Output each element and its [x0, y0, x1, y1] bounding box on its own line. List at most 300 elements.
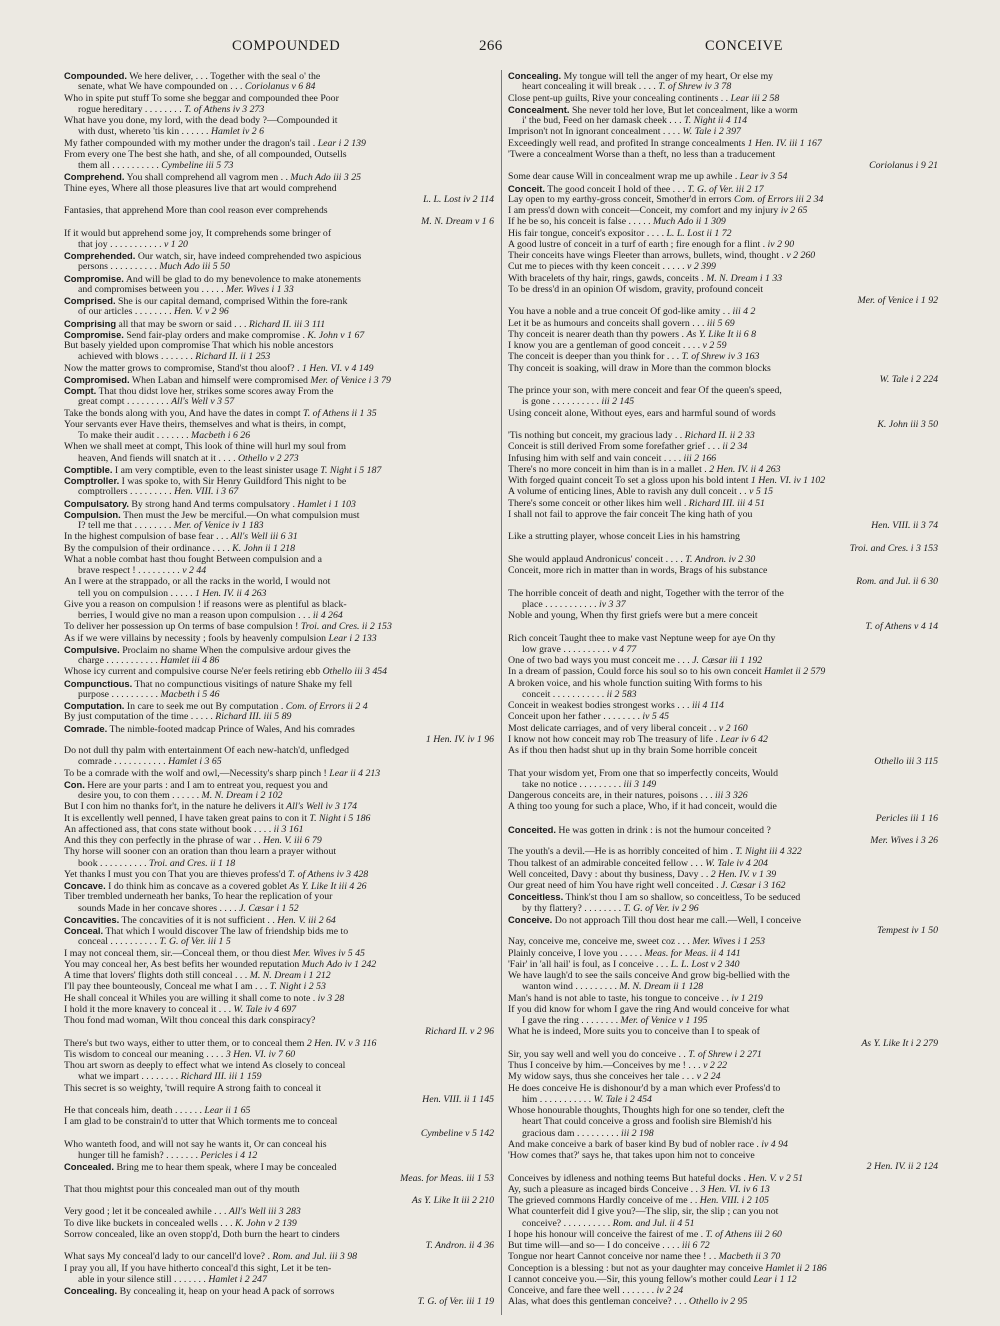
- entry-line: [508, 318, 938, 329]
- quotation-text: Lay open to my earthy-gross conceit, Smother'd in errors: [508, 193, 734, 205]
- quotation-text: and compromises between you . . . . .: [78, 283, 227, 295]
- entry-line: [64, 948, 494, 959]
- play-reference: All's Well iv 3 174: [286, 801, 358, 813]
- headword: Compromise.: [64, 272, 124, 284]
- quotation-text: A volume of enticing lines, Able to ravish any dull conceit . .: [508, 486, 750, 498]
- play-reference: 1 Hen. IV. ii 4 263: [195, 587, 267, 599]
- play-reference: M. N. Dream i 1 212: [249, 970, 331, 981]
- play-reference: Rom. and Jul. iii 3 98: [272, 1251, 358, 1263]
- headword: Comprised.: [64, 295, 116, 306]
- quotation-text: Tongue nor heart Cannot conceive nor name thee ! . .: [508, 1251, 719, 1263]
- entry-line: [508, 1105, 938, 1116]
- play-reference: Hen. V. v 2 96: [174, 306, 229, 318]
- entry-line: [508, 655, 938, 666]
- play-reference: Lear iv 6 42: [720, 733, 768, 745]
- quotation-text: The concavities of it is not sufficient . .: [121, 914, 278, 925]
- entry-line: [508, 340, 938, 351]
- quotation-text: heart concealing it will break . . . .: [522, 81, 659, 93]
- quotation-text: persons . . . . . . . . . .: [78, 261, 160, 273]
- entry-line: [64, 205, 494, 216]
- play-reference: All's Well iii 3 283: [228, 1206, 301, 1218]
- entry-line: [508, 520, 938, 531]
- entry-line: [64, 734, 494, 745]
- play-reference: iv 2 24: [656, 1285, 684, 1296]
- play-reference: Hen. VIII. ii 3 74: [871, 520, 938, 531]
- play-reference: 2 Hen. IV. ii 2 124: [866, 1161, 938, 1173]
- quotation-text: Thou talkest of an admirable conceited fellow . . .: [508, 857, 706, 869]
- entry-line: [64, 1150, 494, 1161]
- play-reference: iv 1 219: [731, 992, 763, 1004]
- quotation-text: tell you on compulsion . . . . .: [78, 587, 196, 599]
- entry-line: [64, 250, 494, 261]
- play-reference: T. G. of Ver. iii 1 5: [159, 936, 231, 948]
- play-reference: T. of Shrew iv 3 78: [658, 81, 732, 93]
- quotation-text: Send fair-play orders and make compromise .: [126, 329, 308, 340]
- quotation-text: Conceit, more rich in matter than in words, Brags of his substance: [508, 565, 768, 576]
- quotation-text: To be dress'd in an opinion Of wisdom, gravity, profound conceit: [508, 283, 764, 295]
- entry-line: [508, 1128, 938, 1139]
- quotation-text: what we impart . . . . . . . .: [78, 1071, 181, 1083]
- entry-line: [508, 531, 938, 542]
- play-reference: Richard III. iii 1 159: [180, 1071, 262, 1083]
- quotation-text: sounds Made in her concave shores . . . .: [78, 902, 240, 914]
- headword: Compromise.: [64, 328, 124, 340]
- quotation-text: I am press'd down with conceit—Conceit, my comfort and my injury: [508, 205, 781, 216]
- quotation-text: able in your silence still . . . . . . .: [78, 1273, 209, 1285]
- quotation-text: There's no more conceit in him than is in a mallet .: [508, 463, 710, 475]
- entry-line: [64, 475, 494, 486]
- play-reference: Richard III. iii 4 51: [688, 497, 765, 509]
- quotation-text: I know not how conceit may rob The treasury of life .: [508, 733, 721, 745]
- entry-line: [64, 1218, 494, 1229]
- play-reference: Pericles i 4 12: [200, 1150, 258, 1161]
- quotation-text: I cannot conceive you.—Sir, this young fellow's mother could: [508, 1273, 754, 1285]
- entry-line: [508, 261, 938, 272]
- quotation-text: It is excellently well penned, I have taken great pains to con it: [64, 812, 310, 824]
- quotation-text: Man's hand is not able to taste, his tongue to conceive . .: [508, 992, 732, 1004]
- play-reference: T. of Shrew iv 3 163: [681, 351, 760, 363]
- quotation-text: conceit . . . . . . . . . . .: [522, 688, 607, 700]
- play-reference: Richard II. v 2 96: [424, 1026, 494, 1038]
- play-reference: M. N. Dream i 2 102: [201, 790, 283, 801]
- play-reference: T. of Athens ii 1 35: [303, 407, 377, 419]
- entry-line: [64, 1038, 494, 1049]
- play-reference: Lear ii 4 213: [329, 767, 381, 779]
- entry-line: [64, 228, 494, 239]
- quotation-text: Like a strutting player, whose conceit Lies in his hamstring: [508, 531, 740, 543]
- play-reference: W. Tale iv 4 697: [233, 1003, 297, 1015]
- play-reference: J. Cæsar iii 1 192: [692, 655, 763, 666]
- entry-line: [508, 284, 938, 295]
- quotation-text: When we shall meet at compt, This look of thine will hurl my soul from: [64, 441, 346, 453]
- quotation-text: Ay, such a pleasure as incaged birds Conceive . .: [508, 1183, 701, 1195]
- entry-line: [64, 396, 494, 407]
- quotation-text: Infusing him with self and vain conceit . . . .: [508, 452, 684, 464]
- play-reference: ii 2 34: [722, 441, 748, 453]
- quotation-text: Now the matter grows to compromise, Stand'st thou aloof? .: [64, 362, 302, 374]
- entry-line: [64, 363, 494, 374]
- entry-line: [508, 700, 938, 711]
- entry-line: [508, 543, 938, 554]
- play-reference: Hen. V. iii 6 79: [263, 835, 322, 846]
- headword: Comrade.: [64, 722, 108, 734]
- entry-line: [508, 734, 938, 745]
- quotation-text: He that conceals him, death . . . . . .: [64, 1105, 205, 1116]
- play-reference: Hen. V. iii 2 64: [277, 914, 336, 925]
- entry-line: [508, 565, 938, 576]
- entry-line: [508, 1094, 938, 1105]
- play-reference: 1 Hen. IV. iii 1 167: [747, 137, 822, 149]
- quotation-text: place . . . . . . . . . . .: [522, 598, 599, 610]
- entry-line: [64, 891, 494, 902]
- play-reference: Much Ado iii 5 50: [159, 261, 230, 273]
- play-reference: Cymbeline iii 5 73: [161, 160, 234, 171]
- play-reference: 1 Hen. VI. v 4 149: [301, 362, 374, 374]
- quotation-text: The nimble-footed madcap Prince of Wales, And his comrades: [109, 723, 355, 734]
- entry-line: [64, 374, 494, 385]
- quotation-text: Thy conceit is nearer death than thy powers .: [508, 328, 687, 340]
- quotation-text: To be a comrade with the wolf and owl,—Necessity's sharp pinch !: [64, 767, 330, 779]
- entry-line: [64, 183, 494, 194]
- entry-line: [508, 486, 938, 497]
- quotation-text: Our watch, sir, have indeed comprehended two aspicious: [137, 251, 362, 262]
- entry-line: [64, 1128, 494, 1139]
- play-reference: As Y. Like It ii 6 8: [686, 328, 757, 340]
- quotation-text: all that may be sworn or said . . .: [118, 318, 249, 329]
- quotation-text: That thou mightst pour this concealed man out of thy mouth: [64, 1183, 300, 1195]
- entry-line: [508, 160, 938, 171]
- play-reference: W. Tale i 2 224: [879, 373, 938, 385]
- headword: Compounded.: [64, 70, 128, 81]
- entry-line: [508, 633, 938, 644]
- entry-line: [64, 1071, 494, 1082]
- play-reference: T. of Athens iii 2 60: [705, 1228, 782, 1240]
- play-reference: Meas. for Meas. ii 4 141: [644, 947, 741, 959]
- play-reference: iii 3 326: [715, 790, 748, 801]
- quotation-text: Do not approach Till thou dost hear me call.—Well, I conceive: [554, 914, 802, 925]
- play-reference: 2 Hen. IV. ii 4 263: [709, 463, 781, 475]
- play-reference: Tempest iv 1 50: [877, 925, 938, 936]
- quotation-text: Proclaim no shame When the compulsive ardour gives the: [122, 644, 351, 655]
- column-divider: [501, 70, 502, 1315]
- quotation-text: rogue hereditary . . . . . . . .: [78, 103, 185, 115]
- quotation-text: senate, what We have compounded on . . .: [78, 81, 245, 93]
- quotation-text: My tongue will tell the anger of my heart, Or else my: [563, 71, 774, 82]
- play-reference: As Y. Like It i 2 279: [861, 1037, 938, 1049]
- play-reference: Mer. of Venice i 3 79: [310, 374, 391, 385]
- play-reference: 3 Hen. VI. iv 6 13: [700, 1183, 770, 1195]
- entry-line: [64, 981, 494, 992]
- quotation-text: I know you are a gentleman of good conceit . . . .: [508, 340, 703, 351]
- quotation-text: book . . . . . . . . . .: [78, 857, 150, 869]
- quotation-text: He was gotten in drink : is not the humour conceited ?: [558, 824, 771, 835]
- entry-line: [508, 1060, 938, 1071]
- headword: Concealment.: [508, 103, 570, 115]
- running-header: [0, 38, 1000, 62]
- quotation-text: There's but two ways, either to utter them, or to conceal them: [64, 1037, 307, 1049]
- quotation-text: brave respect ! . . . . . . . . .: [78, 565, 183, 576]
- entry-line: [64, 216, 494, 227]
- play-reference: M. N. Dream i 1 33: [706, 272, 783, 284]
- quotation-text: In a dream of passion, Could force his soul so to his own conceit: [508, 666, 765, 678]
- entry-line: [64, 1083, 494, 1094]
- entry-line: [64, 723, 494, 734]
- quotation-text: Nay, conceive me, conceive me, sweet coz . . .: [508, 936, 693, 948]
- play-reference: iii 2 198: [621, 1127, 654, 1139]
- play-reference: Richard III. iii 5 89: [215, 711, 292, 723]
- entry-line: [508, 1218, 938, 1229]
- entry-line: [64, 115, 494, 126]
- play-reference: As Y. Like It iii 4 26: [289, 881, 367, 892]
- entry-line: [508, 1274, 938, 1285]
- play-reference: Othello iii 3 454: [322, 666, 388, 678]
- play-reference: T. Night ii 4 114: [684, 115, 748, 126]
- quotation-text: Conceit in weakest bodies strongest works . . .: [508, 700, 692, 711]
- entry-line: [64, 1195, 494, 1206]
- entry-line: [508, 936, 938, 947]
- play-reference: Much Ado iv 1 242: [301, 958, 377, 970]
- quotation-text: Thou fond mad woman, Wilt thou conceal this dark conspiracy?: [64, 1015, 316, 1026]
- play-reference: Much Ado iii 3 25: [290, 172, 361, 183]
- quotation-text: them all . . . . . . . . . .: [78, 160, 162, 171]
- quotation-text: My father compounded with my mother under the dragon's tail .: [64, 137, 318, 149]
- quotation-text: Take the bonds along with you, And have the dates in compt: [64, 407, 304, 419]
- entry-line: [508, 374, 938, 385]
- play-reference: 1 Hen. IV. iv 1 96: [425, 733, 494, 745]
- play-reference: Troi. and Cres. ii 2 153: [300, 621, 392, 633]
- play-reference: Rom. and Jul. ii 4 51: [612, 1217, 695, 1229]
- quotation-text: You may conceal her, As best befits her wounded reputation: [64, 958, 302, 970]
- entry-line: [508, 588, 938, 599]
- play-reference: Mer. of Venice iv 1 183: [173, 520, 264, 531]
- entry-line: [508, 205, 938, 216]
- entry-line: [64, 194, 494, 205]
- entry-line: [508, 1139, 938, 1150]
- headword: Compunctious.: [64, 677, 133, 689]
- entry-line: [508, 183, 938, 194]
- quotation-text: Some dear cause Will in concealment wrap me up awhile .: [508, 171, 740, 183]
- quotation-text: A broken voice, and his whole function suiting With forms to his: [508, 677, 763, 689]
- quotation-text: Conceive, and fare thee well . . . . . . .: [508, 1285, 657, 1296]
- entry-line: [508, 1015, 938, 1026]
- play-reference: iii 5 69: [706, 317, 735, 329]
- quotation-text: Bring me to hear them speak, where I may be concealed: [116, 1162, 337, 1173]
- play-reference: Much Ado ii 1 309: [653, 216, 726, 228]
- entry-line: [64, 768, 494, 779]
- quotation-text: What a noble combat hast thou fought Between compulsion and a: [64, 553, 322, 565]
- play-reference: Lear iii 2 58: [730, 92, 780, 104]
- quotation-text: To make their audit . . . . . . .: [78, 430, 192, 441]
- entry-line: [508, 869, 938, 880]
- headword: Conceit.: [508, 182, 545, 194]
- play-reference: All's Well v 3 57: [171, 396, 235, 408]
- quotation-text: The good conceit I hold of thee . . .: [547, 183, 688, 194]
- entry-line: [64, 644, 494, 655]
- entry-line: [508, 216, 938, 227]
- play-reference: 1 Hen. VI. iv 1 102: [750, 475, 826, 486]
- quotation-text: conceive? . . . . . . . . . .: [522, 1217, 613, 1229]
- entry-line: [508, 250, 938, 261]
- quotation-text: Thy conceit is soaking, will draw in More than the common blocks: [508, 362, 771, 374]
- entry-line: [508, 70, 938, 81]
- quotation-text: If it would but apprehend some joy, It comprehends some bringer of: [64, 227, 332, 239]
- play-reference: W. Tale i 2 397: [682, 126, 741, 138]
- entry-line: [508, 453, 938, 464]
- quotation-text: Thou art sworn as deeply to effect what we intend As closely to conceal: [64, 1060, 346, 1071]
- quotation-text: i' the bud, Feed on her damask cheek . . .: [522, 115, 685, 126]
- play-reference: W. Tale i 2 454: [593, 1093, 652, 1105]
- quotation-text: by thy flattery? . . . . . . . .: [522, 902, 624, 914]
- play-reference: All's Well iii 6 31: [230, 531, 298, 543]
- quotation-text: Thus I conceive by him.—Conceives by me ! . . .: [508, 1060, 704, 1071]
- play-reference: T. of Shrew i 2 271: [688, 1048, 762, 1060]
- entry-line: [64, 1296, 494, 1307]
- play-reference: 2 Hen. IV. v 3 116: [306, 1037, 377, 1049]
- quotation-text: An I were at the strappado, or all the racks in the world, I would not: [64, 576, 331, 588]
- entry-line: [64, 1026, 494, 1037]
- play-reference: v 4 77: [612, 643, 637, 655]
- play-reference: Mer. Wives i 3 26: [870, 835, 938, 846]
- quotation-text: What have you done, my lord, with the dead body ?—Compounded it: [64, 115, 338, 126]
- quotation-text: And this they con perfectly in the phrase of war . .: [64, 835, 264, 846]
- entry-line: [508, 914, 938, 925]
- play-reference: Mer. of Venice i 1 92: [857, 295, 938, 306]
- play-reference: T. Andron. ii 4 36: [425, 1240, 494, 1251]
- entry-line: [508, 1083, 938, 1094]
- quotation-text: The youth's a devil.—He is as horribly conceited of him .: [508, 846, 736, 858]
- entry-line: [508, 880, 938, 891]
- play-reference: iv 4 94: [761, 1138, 788, 1150]
- entry-line: [508, 1195, 938, 1206]
- entry-line: [508, 678, 938, 689]
- play-reference: iv 2 65: [780, 205, 808, 216]
- play-reference: J. Cæsar i 1 52: [239, 902, 299, 914]
- play-reference: v 2 44: [182, 565, 207, 576]
- quotation-text: But I con him no thanks for't, in the nature he delivers it: [64, 801, 287, 813]
- entry-line: [508, 554, 938, 565]
- play-reference: Macbeth ii 3 70: [718, 1251, 781, 1263]
- entry-line: [64, 936, 494, 947]
- entry-line: [64, 104, 494, 115]
- quotation-text: that joy . . . . . . . . . . .: [78, 238, 164, 250]
- entry-line: [64, 633, 494, 644]
- quotation-text: We here deliver, . . . Together with the seal o' the: [129, 71, 321, 82]
- quotation-text: Here are your parts : and I am to entreat you, request you and: [87, 779, 328, 790]
- play-reference: T. Night i 5 186: [309, 812, 371, 824]
- entry-line: [508, 464, 938, 475]
- quotation-text: Conceit upon her father . . . . . . . .: [508, 711, 643, 723]
- headword: Con.: [64, 778, 85, 790]
- play-reference: iv 3 37: [599, 598, 626, 610]
- quotation-text: By just computation of the time . . . . .: [64, 711, 216, 723]
- entry-line: [64, 790, 494, 801]
- play-reference: T. Night iii 4 322: [735, 846, 802, 858]
- quotation-text: By the compulsion of their ordinance . . . .: [64, 542, 233, 554]
- quotation-text: Do not dull thy palm with entertainment Of each new-hatch'd, unfledged: [64, 745, 349, 756]
- play-reference: Hamlet i 2 247: [208, 1273, 267, 1285]
- quotation-text: One of two bad ways you must conceit me . . .: [508, 655, 693, 666]
- entry-line: [64, 858, 494, 869]
- play-reference: J. Cæsar i 3 162: [721, 880, 786, 891]
- quotation-text: Tiber trembled underneath her banks, To hear the replication of your: [64, 891, 333, 903]
- headword: Compromised.: [64, 373, 130, 385]
- play-reference: Mer. Wives iv 5 45: [292, 947, 365, 959]
- entry-line: [508, 228, 938, 239]
- play-reference: Macbeth i 5 46: [160, 688, 220, 700]
- entry-line: [64, 1184, 494, 1195]
- quotation-text: But time will—and so— I do conceive . . . .: [508, 1240, 682, 1251]
- entry-line: [508, 430, 938, 441]
- quotation-text: Dangerous conceits are, in their natures, poisons . . .: [508, 790, 716, 801]
- play-reference: 2 Hen. IV. v 1 39: [710, 868, 777, 880]
- header-left-word: COMPOUNDED: [232, 38, 341, 54]
- play-reference: Richard II. iii 3 111: [248, 318, 326, 329]
- play-reference: Hamlet iv 2 6: [210, 126, 264, 138]
- quotation-text: We have laugh'd to see the sails conceive And grow big-bellied with the: [508, 970, 790, 981]
- entry-line: [508, 329, 938, 340]
- quotation-text: If he be so, his conceit is false . . . . .: [508, 216, 654, 228]
- play-reference: iii 3 149: [623, 778, 657, 790]
- entry-line: [508, 948, 938, 959]
- quotation-text: Who in spite put stuff To some she beggar and compounded thee Poor: [64, 92, 339, 104]
- entry-line: [64, 430, 494, 441]
- headword: Compulsatory.: [64, 497, 129, 509]
- play-reference: Troi. and Cres. i 3 153: [849, 542, 938, 554]
- entry-line: [508, 813, 938, 824]
- entry-line: [508, 779, 938, 790]
- entry-line: [64, 666, 494, 677]
- play-reference: Lear i 2 139: [317, 137, 366, 149]
- entry-line: [508, 925, 938, 936]
- entry-line: [64, 993, 494, 1004]
- quotation-text: The conceit is deeper than you think for . . .: [508, 351, 682, 363]
- play-reference: T. Andron. iv 2 30: [685, 553, 756, 565]
- play-reference: v 2 22: [703, 1060, 728, 1071]
- entry-line: [64, 81, 494, 92]
- right-column: [508, 70, 938, 1315]
- entry-line: [64, 419, 494, 430]
- play-reference: Lear i 1 12: [753, 1273, 797, 1285]
- quotation-text: Thine eyes, Where all those pleasures live that art would comprehend: [64, 182, 337, 194]
- quotation-text: Conception is a blessing : but not as your daughter may conceive: [508, 1262, 766, 1274]
- quotation-text: Cut me to pieces with thy keen conceit . . . . .: [508, 261, 688, 273]
- quotation-text: And will be glad to do my benevolence to make atonements: [125, 273, 361, 284]
- play-reference: Hen. VIII. i 3 67: [174, 486, 239, 498]
- headword: Comptible.: [64, 463, 113, 475]
- header-right-word: CONCEIVE: [705, 38, 784, 54]
- quotation-text: Noble and young, When thy first griefs were but a mere conceit: [508, 610, 758, 621]
- quotation-text: Close pent-up guilts, Rive your concealing continents . .: [508, 92, 731, 104]
- play-reference: Lear iv 3 54: [739, 171, 788, 183]
- quotation-text: Conceit is still derived From some forefather grief . . .: [508, 441, 723, 453]
- entry-line: [64, 1263, 494, 1274]
- entry-line: [508, 306, 938, 317]
- entry-line: [64, 610, 494, 621]
- entry-line: [508, 959, 938, 970]
- entry-line: [508, 576, 938, 587]
- play-reference: T. G. of Ver. iv 2 96: [623, 902, 699, 914]
- entry-line: [508, 1150, 938, 1161]
- entry-line: [64, 1285, 494, 1296]
- entry-line: [64, 835, 494, 846]
- play-reference: T. of Athens iv 3 428: [287, 868, 369, 880]
- quotation-text: comrade . . . . . . . . . . .: [78, 756, 169, 768]
- entry-line: [64, 284, 494, 295]
- entry-line: [64, 801, 494, 812]
- quotation-text: The grieved commons Hardly conceive of me . .: [508, 1195, 700, 1206]
- headword: Comptroller.: [64, 475, 120, 486]
- entry-line: [64, 779, 494, 790]
